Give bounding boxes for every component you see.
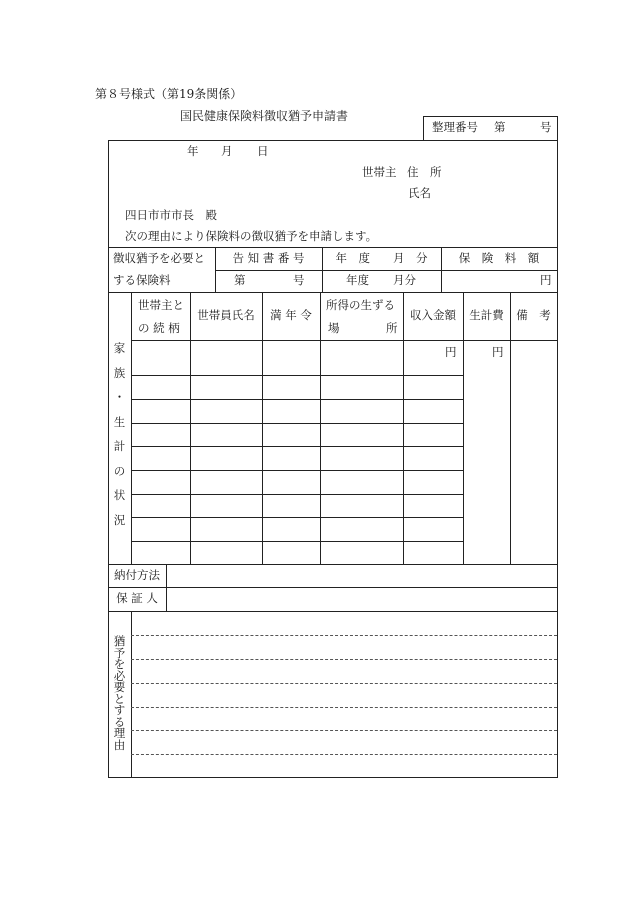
- payment-method-label: 納付方法: [114, 567, 160, 582]
- side-char: 族: [113, 365, 126, 380]
- col-income-place-line2b: 所: [386, 321, 398, 335]
- ref-number-go: 号: [540, 120, 552, 134]
- side-char: 要: [113, 680, 126, 694]
- side-char: 計: [113, 439, 126, 453]
- side-char: 家: [113, 341, 126, 355]
- address-label: 住 所: [407, 165, 442, 179]
- col-remarks: 備 考: [516, 308, 551, 323]
- guarantor-label: 保 証 人: [116, 591, 158, 606]
- date-day: 日: [257, 144, 269, 158]
- period-nendo: 年度: [346, 273, 369, 287]
- ref-number-dai: 第: [494, 120, 506, 134]
- side-char: 況: [113, 512, 126, 527]
- side-char: す: [113, 703, 126, 717]
- income-unit: 円: [445, 345, 457, 359]
- side-char: 予: [113, 645, 126, 660]
- request-sentence: 次の理由により保険料の徴収猶予を申請します。: [125, 229, 378, 243]
- form-number-label: 第８号様式（第19条関係）: [95, 87, 243, 101]
- name-label: 氏名: [408, 186, 431, 200]
- side-char: と: [113, 691, 126, 706]
- notice-number-header: 告 知 書 番 号: [232, 250, 305, 265]
- side-char: ・: [113, 390, 126, 404]
- period-header: 年 度 月 分: [335, 250, 428, 265]
- premium-amount-unit: 円: [540, 273, 552, 287]
- date-month: 月: [221, 144, 233, 158]
- side-char: の: [113, 463, 126, 478]
- reason-side-label: [108, 636, 131, 751]
- side-char: 猶: [113, 634, 126, 648]
- period-month: 月分: [393, 273, 416, 287]
- side-char: 由: [113, 737, 126, 752]
- col-living: 生計費: [469, 308, 504, 323]
- col-income-place-line2a: 場: [328, 321, 340, 335]
- side-char: 理: [113, 726, 126, 740]
- col-age: 満 年 令: [270, 308, 312, 323]
- premium-label-line1: 徴収猶予を必要と: [113, 251, 205, 265]
- col-member-name: 世帯員氏名: [197, 308, 255, 323]
- col-income-place-line1: 所得の生ずる: [326, 298, 395, 312]
- side-char: 状: [113, 488, 126, 502]
- side-char: 生: [113, 414, 126, 429]
- ref-number-label: 整理番号: [432, 120, 478, 134]
- premium-amount-header: 保 険 料 額: [458, 250, 540, 265]
- form-title: 国民健康保険料徴収猶予申請書: [180, 109, 349, 123]
- addressee: 四日市市市長 殿: [125, 208, 217, 222]
- family-side-label: [108, 343, 131, 526]
- side-char: を: [113, 657, 126, 671]
- side-char: 必: [113, 668, 126, 683]
- householder-label: 世帯主: [362, 165, 397, 179]
- col-relation-line2: の 続 柄: [138, 321, 180, 335]
- date-year: 年: [187, 144, 199, 158]
- notice-dai: 第: [234, 273, 246, 287]
- side-char: る: [113, 714, 126, 729]
- living-unit: 円: [492, 345, 504, 359]
- col-relation-line1: 世帯主と: [138, 298, 184, 312]
- notice-go: 号: [293, 273, 305, 287]
- col-income: 収入金額: [410, 308, 456, 323]
- premium-label-line2: する保険料: [113, 273, 171, 287]
